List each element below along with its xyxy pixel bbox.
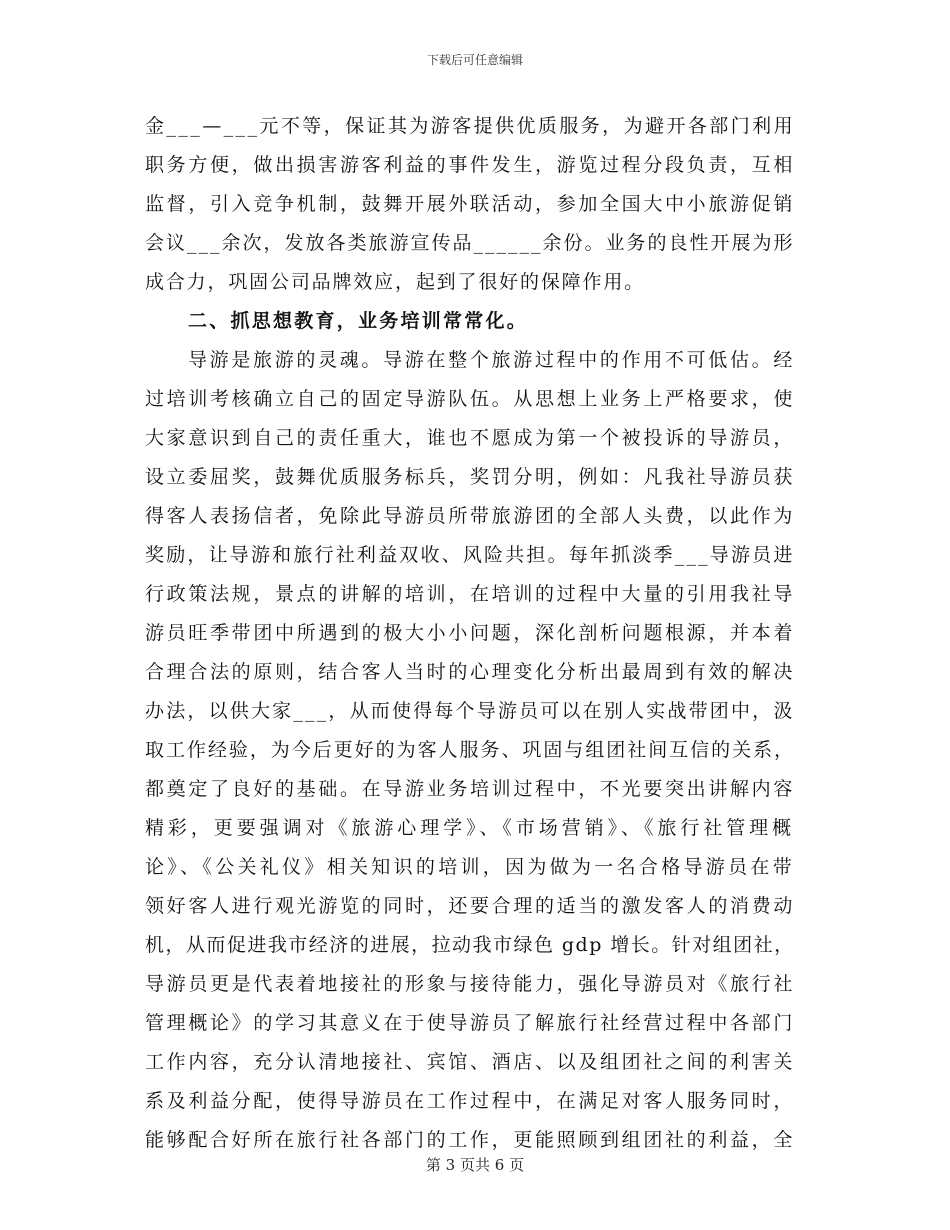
paragraph-line: 游员旺季带团中所遇到的极大小小问题，深化剖析问题根源，并本着: [145, 622, 796, 644]
paragraph-line: 能够配合好所在旅行社各部门的工作，更能照顾到组团社的利益，全: [145, 1129, 796, 1151]
paragraph-line: 领好客人进行观光游览的同时，还要合理的适当的激发客人的消费动: [145, 895, 796, 917]
paragraph-line: 工作内容，充分认清地接社、宾馆、酒店、以及组团社之间的利害关: [145, 1051, 796, 1073]
paragraph-line: 论》、《公关礼仪》相关知识的培训，因为做为一名合格导游员在带: [145, 856, 796, 878]
paragraph-line: 导游是旅游的灵魂。导游在整个旅游过程中的作用不可低估。经: [188, 349, 796, 371]
paragraph-line: 导游员更是代表着地接社的形象与接待能力，强化导游员对《旅行社: [145, 973, 796, 995]
page-header: 下载后可任意编辑: [426, 53, 523, 67]
paragraph-line: 管理概论》的学习其意义在于使导游员了解旅行社经营过程中各部门: [145, 1012, 796, 1034]
paragraph-line: 设立委屈奖，鼓舞优质服务标兵，奖罚分明，例如：凡我社导游员获: [145, 466, 796, 488]
paragraph-line: 奖励，让导游和旅行社利益双收、风险共担。每年抓淡季___导游员进: [145, 544, 795, 566]
paragraph-line: 系及利益分配，使得导游员在工作过程中，在满足对客人服务同时，: [145, 1090, 796, 1112]
paragraph-line: 会议___余次，发放各类旅游宣传品______余份。业务的良性开展为形: [145, 232, 795, 254]
paragraph-line: 办法，以供大家___，从而使得每个导游员可以在别人实战带团中，汲: [145, 700, 795, 722]
paragraph-line: 成合力，巩固公司品牌效应，起到了很好的保障作用。: [145, 271, 646, 293]
paragraph-line: 金___—___元不等，保证其为游客提供优质服务，为避开各部门利用: [145, 115, 796, 137]
paragraph-line: 职务方便，做出损害游客利益的事件发生，游览过程分段负责，互相: [145, 154, 796, 176]
paragraph-line: 机，从而促进我市经济的进展，拉动我市绿色 gdp 增长。针对组团社，: [145, 934, 795, 956]
section-heading: 二、抓思想教育，业务培训常常化。: [188, 310, 529, 332]
paragraph-line: 合理合法的原则，结合客人当时的心理变化分析出最周到有效的解决: [145, 661, 796, 683]
paragraph-line: 大家意识到自己的责任重大，谁也不愿成为第一个被投诉的导游员，: [145, 427, 796, 449]
paragraph-line: 都奠定了良好的基础。在导游业务培训过程中，不光要突出讲解内容: [145, 778, 796, 800]
paragraph-line: 行政策法规，景点的讲解的培训，在培训的过程中大量的引用我社导: [145, 583, 796, 605]
paragraph-line: 取工作经验，为今后更好的为客人服务、巩固与组团社间互信的关系，: [145, 739, 796, 761]
page-footer: 第 3 页共 6 页: [425, 1156, 525, 1174]
paragraph-line: 监督，引入竞争机制，鼓舞开展外联活动，参加全国大中小旅游促销: [145, 193, 796, 215]
paragraph-line: 过培训考核确立自己的固定导游队伍。从思想上业务上严格要求，使: [145, 388, 796, 410]
paragraph-line: 得客人表扬信者，免除此导游员所带旅游团的全部人头费，以此作为: [145, 505, 796, 527]
paragraph-line: 精彩，更要强调对《旅游心理学》、《市场营销》、《旅行社管理概: [145, 817, 796, 839]
